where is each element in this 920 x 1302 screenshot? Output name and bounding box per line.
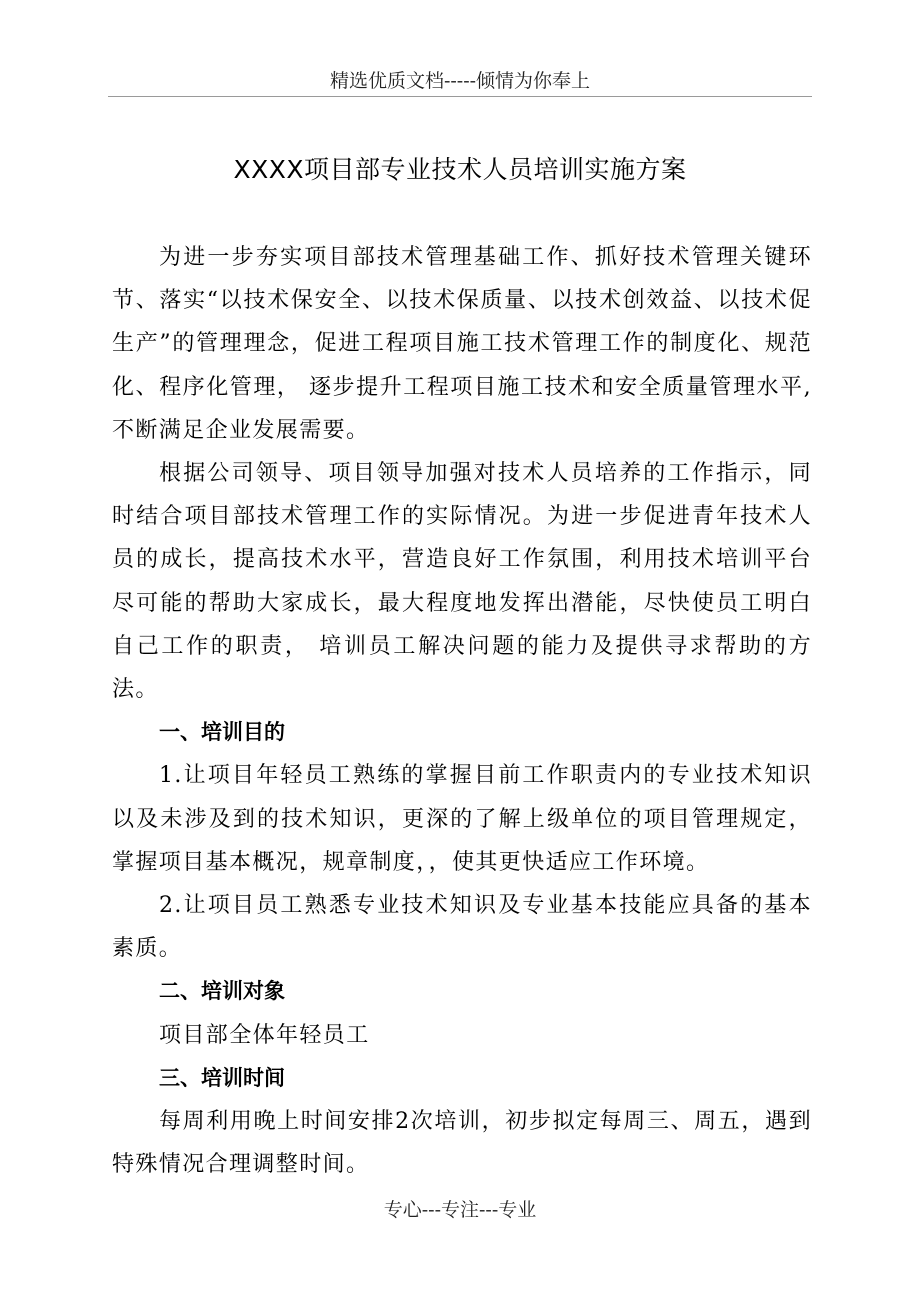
document-body	[112, 236, 812, 1186]
audience-text: 项目部全体年轻员工	[159, 1022, 370, 1048]
purpose-item-1: 1.让项目年轻员工熟练的掌握目前工作职责内的专业技术知识以及未涉及到的技术知识，更深的了解上级单位的项目管理规定，掌握项目基本概况，规章制度，，使其更快适应工作环境。	[112, 763, 812, 875]
intro-paragraph-1: 为进一步夯实项目部技术管理基础工作、抓好技术管理关键环节、落实“以技术保安全、以技术保质量、以技术创效益、以技术促生产”的管理理念，促进工程项目施工技术管理工作的制度化、规范化、程序化管理， 逐步提升工程项目施工技术和安全质量管理水平,不断满足企业发展需要。	[112, 245, 812, 443]
footer-text: 专心---专注---专业	[383, 1199, 537, 1221]
section-heading-schedule: 三、培训时间	[159, 1065, 285, 1090]
header-text: 精选优质文档-----倾情为你奉上	[329, 70, 591, 92]
page-header	[108, 66, 812, 97]
section-heading-purpose: 一、培训目的	[159, 720, 285, 745]
intro-paragraph-2: 根据公司领导、项目领导加强对技术人员培养的工作指示，同时结合项目部技术管理工作的实际情况。为进一步促进青年技术人员的成长，提高技术水平，营造良好工作氛围，利用技术培训平台尽可能的帮助大家成长，最大程度地发挥出潜能，尽快使员工明白自己工作的职责， 培训员工解决问题的能力及提供寻求帮助的方法。	[112, 461, 812, 703]
section-heading-audience: 二、培训对象	[159, 979, 285, 1004]
document-title: XXXX项目部专业技术人员培训实施方案	[233, 155, 687, 184]
page-footer	[0, 1196, 920, 1224]
schedule-text: 每周利用晚上时间安排2次培训，初步拟定每周三、周五，遇到特殊情况合理调整时间。	[112, 1109, 812, 1178]
purpose-item-2: 2.让项目员工熟悉专业技术知识及专业基本技能应具备的基本素质。	[112, 893, 812, 962]
